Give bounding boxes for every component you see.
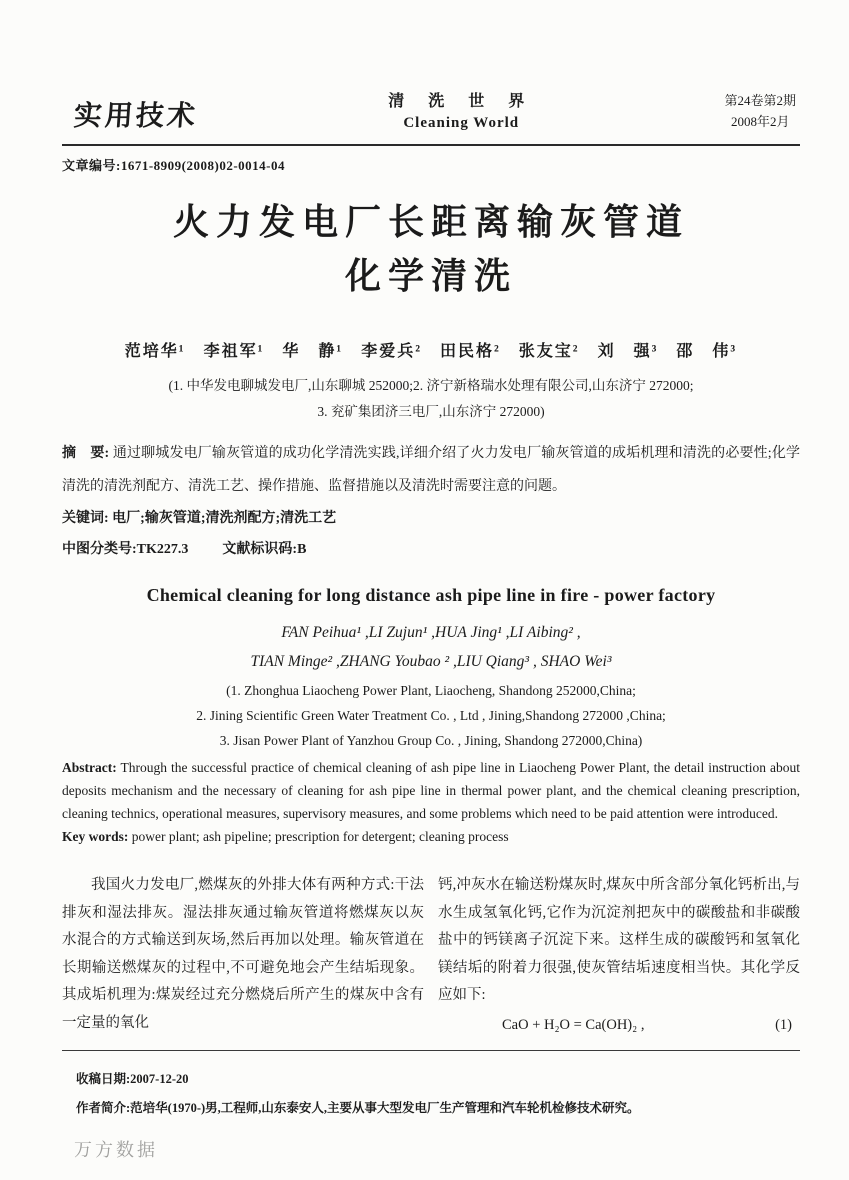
authors-en-line2: TIAN Minge² ,ZHANG Youbao ² ,LIU Qiang³ , SHAO Wei³ <box>250 653 612 670</box>
doc-code-label: 文献标识码: <box>222 542 298 557</box>
affiliation-cn-line2: 3. 兖矿集团济三电厂,山东济宁 272000) <box>317 404 545 419</box>
journal-volume-issue: 第24卷第2期 <box>724 93 796 108</box>
keywords-en-label: Key words: <box>62 829 129 844</box>
footer-notes <box>76 1065 800 1123</box>
abstract-en-label: Abstract: <box>62 760 117 775</box>
body-left-column <box>62 872 424 1040</box>
journal-issue-info <box>724 90 796 132</box>
authors-en <box>62 618 800 676</box>
affiliation-cn-line1: (1. 中华发电聊城发电厂,山东聊城 252000;2. 济宁新格瑞水处理有限公司,山东济宁 272000; <box>168 378 694 393</box>
abstract-en-text: Through the successful practice of chemical cleaning of ash pipe line in Liaocheng Power Plant, the detail instruction about deposits mechanism and the necessary of cleaning for ash pipe line in thermal power plant, and the chemical cleaning prescription, cleaning technics, operational measures, supervisory measures, and some problems which need to be paid attention were introduced. <box>62 760 800 821</box>
body-left-paragraph: 我国火力发电厂,燃煤灰的外排大体有两种方式:干法排灰和湿法排灰。湿法排灰通过输灰管道将燃煤灰以灰水混合的方式输送到灰场,然后再加以处理。输灰管道在长期输送燃煤灰的过程中,不可避免地会产生结垢现象。其成垢机理为:煤炭经过充分燃烧后所产生的煤灰中含有一定量的氧化 <box>62 877 424 1031</box>
journal-header <box>62 88 800 146</box>
keywords-cn-text: 电厂;输灰管道;清洗剂配方;清洗工艺 <box>112 511 337 526</box>
affiliation-en-line1: (1. Zhonghua Liaocheng Power Plant, Liaocheng, Shandong 252000,China; <box>226 683 636 698</box>
affiliation-en-line3: 3. Jisan Power Plant of Yanzhou Group Co. , Jining, Shandong 272000,China) <box>219 733 643 748</box>
received-date: 收稿日期:2007-12-20 <box>76 1071 189 1086</box>
equation-row <box>438 1010 800 1040</box>
equation-number: (1) <box>775 1016 792 1033</box>
article-number: 文章编号:1671-8909(2008)02-0014-04 <box>62 158 285 173</box>
journal-date: 2008年2月 <box>730 114 790 129</box>
body-columns <box>62 872 800 1040</box>
affiliations-en <box>62 678 800 753</box>
affiliations-cn <box>62 373 800 425</box>
body-right-paragraph: 钙,冲灰水在输送粉煤灰时,煤灰中所含部分氧化钙析出,与水生成氢氧化钙,它作为沉淀剂把灰中的碳酸盐和非碳酸盐中的钙镁离子沉淀下来。这样生成的碳酸钙和氢氧化镁结垢的附着力很强,使灰管结垢速度相当快。其化学反应如下: <box>438 877 800 1003</box>
keywords-cn-label: 关键词: <box>62 511 109 526</box>
author-bio: 作者简介:范培华(1970-)男,工程师,山东泰安人,主要从事大型发电厂生产管理和汽车轮机检修技术研究。 <box>76 1100 640 1115</box>
authors-cn: 范培华¹ 李祖军¹ 华 静¹ 李爱兵² 田民格² 张友宝² 刘 强³ 邵 伟³ <box>124 343 738 360</box>
abstract-cn-text: 通过聊城发电厂输灰管道的成功化学清洗实践,详细介绍了火力发电厂输灰管道的成垢机理和清洗的必要性;化学清洗的清洗剂配方、清洗工艺、操作措施、监督措施以及清洗时需要注意的问题。 <box>62 446 800 494</box>
abstract-cn <box>62 437 800 503</box>
journal-name-en: Cleaning World <box>403 115 520 131</box>
affiliation-en-line2: 2. Jining Scientific Green Water Treatment Co. , Ltd , Jining,Shandong 272000 ,China; <box>196 708 666 723</box>
abstract-en <box>62 756 800 825</box>
abstract-cn-label: 摘 要: <box>62 446 110 461</box>
authors-en-line1: FAN Peihua¹ ,LI Zujun¹ ,HUA Jing¹ ,LI Aibing² , <box>281 624 581 641</box>
keywords-en-text: power plant; ash pipeline; prescription for detergent; cleaning process <box>131 829 509 844</box>
wanfang-watermark: 万方数据 <box>74 1140 158 1160</box>
paper-title-cn-line1: 火力发电厂长距离输灰管道 <box>172 202 689 243</box>
footnote-divider <box>62 1050 800 1051</box>
journal-name-cn: 清 洗 世 界 <box>388 93 535 110</box>
clc-value: TK227.3 <box>136 542 189 557</box>
paper-title-cn <box>62 196 800 304</box>
clc-label: 中图分类号: <box>62 542 137 557</box>
paper-title-en: Chemical cleaning for long distance ash pipe line in fire - power factory <box>146 585 716 605</box>
equation: CaO + H₂O = Ca(OH)₂ , <box>502 1016 645 1033</box>
classification-line <box>62 534 800 565</box>
keywords-en <box>62 825 800 848</box>
doc-code-value: B <box>297 542 307 557</box>
paper-title-cn-line2: 化学清洗 <box>344 256 517 297</box>
journal-column-label: 实用技术 <box>72 99 200 132</box>
body-right-column <box>438 872 800 1040</box>
keywords-cn <box>62 503 800 534</box>
journal-name-block <box>388 88 534 132</box>
